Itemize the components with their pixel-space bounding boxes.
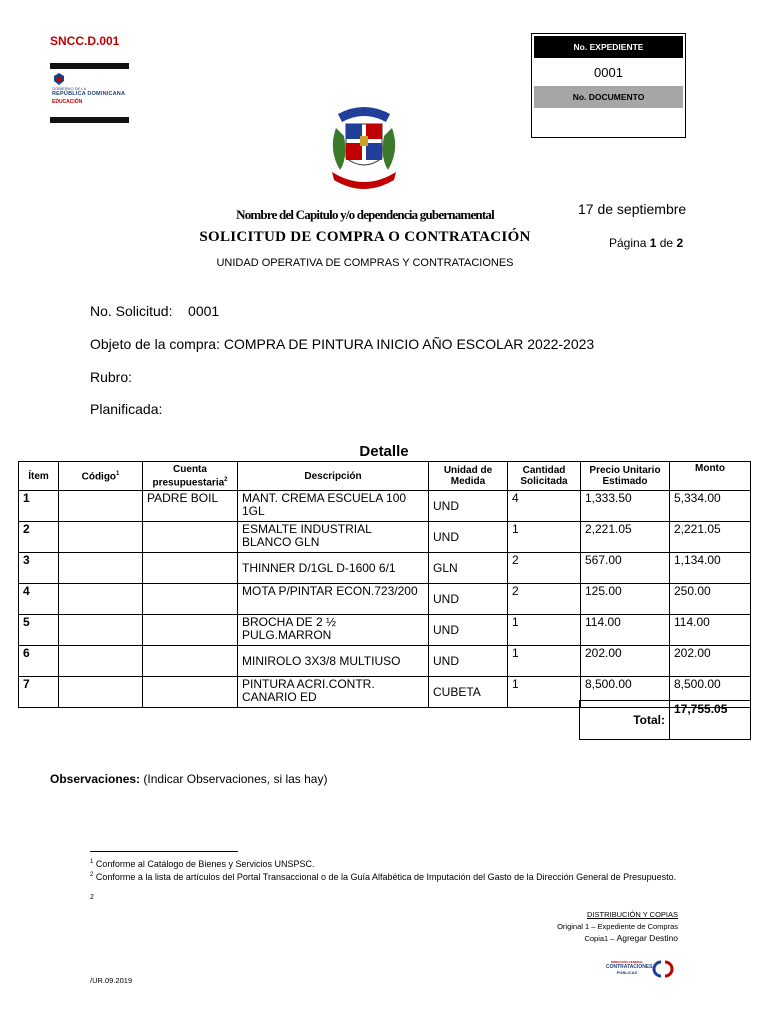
cell-precio: 8,500.00 — [581, 677, 670, 708]
cell-item: 4 — [19, 584, 59, 615]
cell-precio: 125.00 — [581, 584, 670, 615]
footnote-1: $^1$ Conforme al Catálogo de Bienes y Servicios UNSPSC. — [90, 859, 315, 869]
logo2-line2: CONTRATACIONES — [606, 964, 653, 970]
col-item: Ítem — [19, 462, 59, 491]
cell-precio: 2,221.05 — [581, 522, 670, 553]
footnote-divider — [90, 851, 238, 852]
gov-logo-line3: EDUCACIÓN — [52, 99, 83, 105]
logo2-line3: PÚBLICAS — [616, 970, 638, 975]
cell-codigo — [59, 584, 143, 615]
cell-cantidad: 1 — [508, 522, 581, 553]
expediente-box — [531, 33, 686, 138]
documento-value — [532, 108, 685, 134]
distribution-title: DISTRIBUCIÓN Y COPIAS — [587, 910, 678, 919]
solicitud-label: No. Solicitud: — [90, 303, 173, 319]
observaciones-label: Observaciones: — [50, 772, 141, 786]
page-indicator — [609, 236, 683, 250]
unit-name: UNIDAD OPERATIVA DE COMPRAS Y CONTRATACIONES — [216, 257, 514, 269]
document-title: SOLICITUD DE COMPRA O CONTRATACIÓN — [199, 229, 531, 245]
total-value: 17,755.05 — [670, 701, 751, 740]
cell-unidad: GLN — [429, 553, 508, 584]
table-header-row — [19, 462, 751, 491]
page-current: 1 — [649, 236, 657, 250]
cell-cantidad: 2 — [508, 553, 581, 584]
cell-unidad: UND — [429, 646, 508, 677]
rubro-label: Rubro: — [90, 369, 133, 385]
objeto-value: COMPRA DE PINTURA INICIO AÑO ESCOLAR 2022-2023 — [223, 336, 595, 352]
cell-unidad: UND — [429, 584, 508, 615]
cell-cantidad: 1 — [508, 615, 581, 646]
solicitud-field — [90, 303, 219, 319]
cell-monto: 8,500.00 — [670, 677, 751, 708]
cell-cuenta — [143, 677, 238, 708]
expediente-value: 0001 — [594, 65, 623, 80]
cell-precio: 1,333.50 — [581, 491, 670, 522]
cell-codigo — [59, 491, 143, 522]
planificada-label: Planificada: — [90, 401, 163, 417]
footnote-2: $^2$ Conforme a la lista de artículos del Portal Transaccional o de la Guía Alfabética de Imputación del Gasto de la Dirección General de Presupuesto. — [90, 872, 677, 882]
col-cuenta: Cuenta presupuestaria$^2$ — [143, 462, 238, 491]
cell-codigo — [59, 646, 143, 677]
cell-descripcion: ESMALTE INDUSTRIAL BLANCO GLN — [238, 522, 429, 553]
distribution-line2: Copia1 – Agregar Destino — [584, 933, 678, 943]
page-total: 2 — [676, 236, 684, 250]
col-cantidad: Cantidad Solicitada — [508, 462, 581, 491]
cell-precio: 567.00 — [581, 553, 670, 584]
cell-cuenta — [143, 646, 238, 677]
col-unidad: Unidad de Medida — [429, 462, 508, 491]
detail-table — [18, 461, 751, 708]
cell-cuenta: PADRE BOIL — [143, 491, 238, 522]
cell-cantidad: 2 — [508, 584, 581, 615]
col-monto: Monto — [670, 462, 751, 491]
total-label: Total: — [580, 701, 670, 740]
cell-monto: 202.00 — [670, 646, 751, 677]
footer-code: /UR.09.2019 — [90, 976, 133, 985]
cell-descripcion: PINTURA ACRI.CONTR. CANARIO ED — [238, 677, 429, 708]
cell-cuenta — [143, 615, 238, 646]
cp-emblem-icon — [650, 959, 676, 979]
documento-label: No. DOCUMENTO — [534, 86, 683, 108]
cell-descripcion: MINIROLO 3X3/8 MULTIUSO — [238, 646, 429, 677]
cell-item: 5 — [19, 615, 59, 646]
cell-cantidad: 1 — [508, 646, 581, 677]
logo-bottom-bar — [50, 117, 129, 123]
gov-logo-line1: GOBIERNO DE LA — [52, 86, 87, 91]
cell-monto: 1,134.00 — [670, 553, 751, 584]
cell-monto: 250.00 — [670, 584, 751, 615]
cell-unidad: UND — [429, 615, 508, 646]
detail-title: Detalle — [359, 443, 409, 460]
cell-precio: 114.00 — [581, 615, 670, 646]
cell-cuenta — [143, 553, 238, 584]
table-row — [19, 491, 751, 522]
cell-monto: 5,334.00 — [670, 491, 751, 522]
col-descripcion: Descripción — [238, 462, 429, 491]
objeto-label: Objeto de la compra: — [90, 336, 220, 352]
document-code: SNCC.D.001 — [50, 34, 120, 48]
logo2-line1: DIRECCIÓN GENERAL — [610, 960, 644, 964]
table-row — [19, 522, 751, 553]
national-coat-of-arms-icon — [318, 100, 410, 195]
distribution-line1: Original 1 – Expediente de Compras — [557, 922, 678, 931]
cell-descripcion: MANT. CREMA ESCUELA 100 1GL — [238, 491, 429, 522]
page-word: Página — [609, 236, 647, 250]
cell-unidad: CUBETA — [429, 677, 508, 708]
solicitud-value: 0001 — [188, 303, 220, 319]
table-row — [19, 646, 751, 677]
cell-descripcion: MOTA P/PINTAR ECON.723/200 — [238, 584, 429, 615]
cell-precio: 202.00 — [581, 646, 670, 677]
chapter-name: Nombre del Capitulo y/o dependencia gubernamental — [236, 207, 494, 222]
government-shield-icon — [52, 72, 66, 86]
cell-descripcion: THINNER D/1GL D-1600 6/1 — [238, 553, 429, 584]
table-row — [19, 553, 751, 584]
cell-item: 2 — [19, 522, 59, 553]
cell-descripcion: BROCHA DE 2 ½ PULG.MARRON — [238, 615, 429, 646]
cell-unidad: UND — [429, 491, 508, 522]
cell-monto: 114.00 — [670, 615, 751, 646]
cell-codigo — [59, 553, 143, 584]
logo-top-bar — [50, 63, 129, 69]
cell-item: 7 — [19, 677, 59, 708]
gov-logo-line2: REPÚBLICA DOMINICANA — [52, 91, 126, 97]
cell-cuenta — [143, 522, 238, 553]
total-table — [579, 700, 751, 740]
cell-codigo — [59, 615, 143, 646]
table-row — [19, 584, 751, 615]
document-date: 17 de septiembre — [578, 201, 687, 217]
objeto-field — [90, 336, 594, 352]
table-row — [19, 615, 751, 646]
observaciones-text: (Indicar Observaciones, si las hay) — [143, 772, 328, 786]
cell-codigo — [59, 522, 143, 553]
cell-cuenta — [143, 584, 238, 615]
footnote-3: 2 — [90, 894, 94, 901]
cell-unidad: UND — [429, 522, 508, 553]
expediente-label: No. EXPEDIENTE — [534, 36, 683, 58]
government-logo — [52, 72, 132, 120]
cell-monto: 2,221.05 — [670, 522, 751, 553]
cell-cantidad: 4 — [508, 491, 581, 522]
col-codigo: Código$^1$ — [59, 462, 143, 491]
cell-item: 3 — [19, 553, 59, 584]
contrataciones-publicas-logo — [606, 959, 676, 979]
cell-item: 1 — [19, 491, 59, 522]
observaciones — [50, 772, 327, 786]
cell-cantidad: 1 — [508, 677, 581, 708]
cell-codigo — [59, 677, 143, 708]
page-of: de — [659, 236, 674, 250]
cell-item: 6 — [19, 646, 59, 677]
col-precio: Precio Unitario Estimado — [581, 462, 670, 491]
